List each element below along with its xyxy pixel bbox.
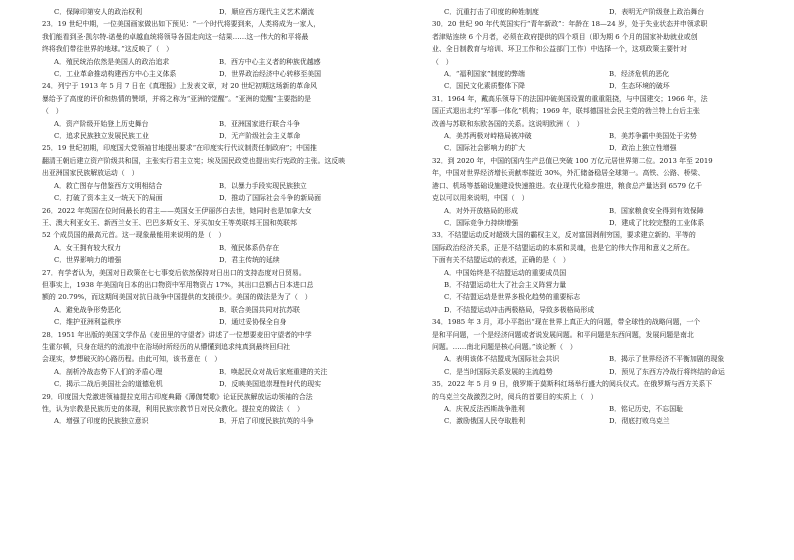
question-text-line: 翻清王朝后建立资产阶级共和国，主张实行君主立宪；埃及国民政党也提出实行宪政的主张。这反映 (42, 156, 346, 165)
question-text-line: 改善与苏联和东欧各国的关系。这说明欧洲（ ） (432, 119, 584, 128)
answer-option: B．国家粮食安全得到有效保障 (609, 206, 704, 215)
answer-option: A．避免战争形势恶化 (54, 305, 121, 314)
answer-option: B．不结盟运动壮大了社会主义阵营力量 (444, 280, 567, 289)
answer-options-row (42, 192, 397, 204)
answer-option: A．“福利国家”制度的弊端 (444, 70, 525, 79)
left-column (42, 6, 397, 428)
answer-option: C．打破了资本主义一统天下的局面 (54, 194, 163, 203)
answer-options-row (42, 415, 397, 427)
question-text-line: 52 个成员国的最高元首。这一现象最能用来说明的是（ ） (42, 231, 226, 240)
answer-option: C．国际社会影响力的扩大 (444, 144, 526, 153)
answer-option: A．庆祝反法西斯战争胜利 (444, 405, 525, 413)
answer-options-row (42, 130, 397, 142)
answer-option: C．不结盟运动是世界多极化趋势的重要标志 (444, 293, 581, 302)
answer-options-row (432, 403, 787, 415)
answer-option: B．经济危机的恶化 (609, 70, 670, 79)
question-text-line: 我们能看到圣·凯尔特-诺曼的卓越血统将领导各国走向这一结果……这一伟大的和平将最 (42, 32, 309, 41)
right-column (432, 6, 787, 428)
answer-option: C．激励俄国人民夺取胜利 (444, 417, 526, 426)
question-text-line: 25．19 世纪初期，印度国大党领袖甘地提出要求“在印度实行代议制责任制政府”；中国推 (42, 144, 317, 153)
question-text-line: 24．列宁于 1913 年 5 月 7 日在《真理报》上发表文章，对 20 世纪初期这场新的革命风 (42, 82, 317, 91)
answer-option: C．沉重打击了印度的种姓制度 (444, 8, 539, 16)
answer-option: D．反映美国追崇理性时代的现实 (219, 380, 321, 389)
answer-option: D．政治上独立性增强 (609, 144, 677, 153)
answer-option: D．通过妥协保全自身 (219, 318, 287, 327)
question-text-line: 生霍尔顿，只身在纽约的流浪中在浴场时所经历的从懵懂到追求纯真到最终回归社 (42, 342, 291, 351)
answer-options-row (42, 366, 397, 378)
answer-option: C．是当时国际关系发展的主流趋势 (444, 367, 553, 376)
answer-option: C．国民文化素质整体下降 (444, 82, 526, 91)
question-text-line: 下面有关不结盟运动的表述，正确的是（ ） (432, 256, 570, 265)
answer-option: B．殖民体系仍存在 (219, 243, 280, 252)
answer-option: D．表明无产阶级登上政治舞台 (609, 8, 705, 16)
answer-option: B．铭记历史，不忘国耻 (609, 405, 683, 413)
answer-options-row (42, 118, 397, 130)
answer-option: C．工业革命推动构建西方中心主义体系 (54, 70, 177, 79)
answer-option: A．美苏两极对峙格局被冲破 (444, 132, 532, 141)
answer-option: D．顺应西方现代主义艺术潮流 (219, 8, 315, 16)
answer-option: B．唤起民众对战后家庭重建的关注 (219, 367, 328, 376)
answer-options-row (42, 68, 397, 80)
question-text-line: 31．1964 年，戴高乐领导下的法国冲破美国设置的重重阻挠，与中国建交；1966 年，法 (432, 94, 708, 103)
answer-options-row (42, 180, 397, 192)
question-text-line: 的乌克兰交战激烈之时，阅兵的首要目的实质上（ ） (432, 392, 598, 401)
answer-option: C．维护亚洲利益秩序 (54, 318, 122, 327)
question-text-line: （ ） (432, 57, 453, 66)
answer-option: B．美苏争霸中美国处于劣势 (609, 132, 697, 141)
answer-options-row (432, 130, 787, 142)
answer-options-row (432, 353, 787, 365)
answer-option: B．西方中心主义者的种族优越感 (219, 57, 321, 66)
answer-options-row (42, 316, 397, 328)
question-text-line: 26．2022 年英国在位时间最长的君主——英国女王伊丽莎白去世，她同时也是加拿大女 (42, 206, 312, 215)
answer-option: D．预见了东西方冷战行将终结的命运 (609, 367, 725, 376)
answer-option: D．君主传统的延续 (219, 256, 280, 265)
answer-option: B．亚洲国家进行联合斗争 (219, 119, 300, 128)
question-text-line: 33．不结盟运动反对超级大国的霸权主义，反对富国剥削穷国，要求建立新的、平等的 (432, 231, 696, 240)
answer-options-row (432, 142, 787, 154)
question-text-line: 问题。……南北问题是核心问题。”该论断（ ） (432, 342, 577, 351)
question-text-line: 是和平问题，一个是经济问题或者说发展问题。和平问题是东西问题，发展问题是南北 (432, 330, 694, 339)
answer-option: D．世界政治经济中心转移至美国 (219, 70, 321, 79)
question-text-line: 国正式退出北约“军事一体化”机构；1969 年，联邦德国社会民主党的勃兰特上台后主张 (432, 107, 700, 116)
answer-option: D．无产阶级社会主义革命 (219, 132, 301, 141)
question-text-line: 出亚洲国家民族解放运动（ ） (42, 169, 139, 178)
answer-options-row (42, 304, 397, 316)
answer-option: A．女王拥有较大权力 (54, 243, 121, 252)
answer-options-row (432, 217, 787, 229)
answer-options-row (432, 68, 787, 80)
answer-option: C．揭示二战后美国社会的道德危机 (54, 380, 163, 389)
answer-option: D．彻底打败乌克兰 (609, 417, 670, 426)
answer-option: A．增强了印度的民族独立意识 (54, 417, 149, 426)
answer-option: B．开启了印度民族抗英的斗争 (219, 417, 314, 426)
question-text-line: 克以可以用来说明，中国（ ） (432, 194, 529, 203)
question-text-line: 29．印度国大党激进领袖提拉克用古印度典籍《薄伽梵歌》论证民族解放运动领袖的合法 (42, 392, 313, 401)
answer-options-row (42, 56, 397, 68)
answer-option: D．推动了国际社会斗争的新局面 (219, 194, 321, 203)
answer-option: C．世界影响力的增强 (54, 256, 122, 265)
answer-option: A．对外开放格局的形成 (444, 206, 518, 215)
answer-options-row (432, 80, 787, 92)
answer-option: A．剖析冷战态势下人们的矛盾心理 (54, 367, 163, 376)
question-text-line: （ ） (42, 107, 63, 116)
question-text-line: 35．2022 年 5 月 9 日，俄罗斯于莫斯科红场举行盛大的阅兵仪式。在俄罗斯与西方关系下 (432, 380, 713, 389)
question-text-line: 终将我们带往世界的地球。”这反映了（ ） (42, 45, 173, 54)
answer-option: D．建成了比较完整的工业体系 (609, 218, 705, 227)
question-text-line: 32．到 2020 年，中国的国内生产总值已突破 100 万亿元居世界第二位。2013 年至 2019 (432, 156, 713, 165)
answer-option: A．资产阶级开始登上历史舞台 (54, 119, 149, 128)
question-text-line: 会现实，梦想破灭的心路历程。由此可知，该书意在（ ） (42, 355, 222, 364)
answer-options-row (42, 378, 397, 390)
answer-option: C．国际竞争力持续增强 (444, 218, 519, 227)
answer-options-row (432, 415, 787, 427)
answer-option: C．保障印第安人的政治权利 (54, 8, 142, 16)
answer-options-row (432, 6, 787, 18)
answer-option: D．生态环境的破坏 (609, 82, 670, 91)
answer-option: B．揭示了世界经济不平衡加剧的现象 (609, 355, 725, 364)
question-text-line: 额的 20.79%，而这期间美国对抗日战争中国提供的支援很少。美国的做法是为了（ ） (42, 293, 312, 302)
question-text-line: 30．20 世纪 90 年代英国实行“青年新政”：年龄在 18—24 岁，处于失业状态并申领求职 (432, 20, 708, 29)
answer-options-row (432, 366, 787, 378)
answer-option: D．不结盟运动冲击两极格局，导致多极格局形成 (444, 305, 595, 314)
answer-options-row (42, 254, 397, 266)
answer-option: B．以暴力手段实现民族独立 (219, 181, 307, 190)
question-text-line: 王、澳大利亚女王、新西兰女王、巴巴多斯女王、牙买加女王等英联邦王国和英联邦 (42, 218, 297, 227)
question-text-line: 国际政治经济关系，正是不结盟运动的本质和灵魂，也是它的伟大作用和意义之所在。 (432, 243, 694, 252)
question-text-line: 但事实上，1938 年美国向日本的出口物资中军用物资占 17%，其出口总额占日本进口总 (42, 280, 314, 289)
answer-option: A．表明该体不结盟成为国际社会共识 (444, 355, 560, 364)
question-text-line: 年，中国对世界经济增长贡献率接近 30%，外汇储备稳居全球第一。高铁、公路、桥梁、 (432, 169, 705, 178)
answer-options-row (42, 242, 397, 254)
question-text-line: 性，认为宗教是民族历史的体现，利用民族宗教节日对民众教化。提拉克的做法（ ） (42, 405, 304, 413)
question-text-line: 27．有学者认为，美国对日政策在七七事变后依然保持对日出口的支持态度对日贸易。 (42, 268, 306, 277)
answer-options-row (432, 205, 787, 217)
question-text-line: 23．19 世纪中期，一位美国画家做出如下预见：“一个时代将要到来，人类将成为一家人， (42, 20, 321, 29)
question-text-line: 业、全日制教育与培训、环卫工作和公益部门工作）中选择一个，这项政策主要针对 (432, 45, 687, 54)
question-text-line: 者津贴连续 6 个月者，必须在政府提供的四个项目（即为期 6 个月的国家补助就业或创 (432, 32, 698, 41)
question-text-line: 34．1985 年 3 月，邓小平指出“现在世界上真正大的问题，带全球性的战略问题，一个 (432, 318, 701, 327)
answer-option: A．殖民统治依然是美国人的政治追求 (54, 57, 170, 66)
answer-option: A．中国始终是不结盟运动的重要成员国 (444, 268, 567, 277)
question-text-line: 28．1951 年出版的美国文学作品《麦田里的守望者》讲述了一位想要麦田守望者的中学 (42, 330, 312, 339)
answer-options-row (42, 6, 397, 18)
question-text-line: 港口、机场等基础设施建设快速推进。农业现代化稳步推进，粮食总产量达到 6579 亿千 (432, 181, 702, 190)
answer-option: A．救亡图存与借鉴西方文明相结合 (54, 181, 163, 190)
answer-option: B．联合美国共同对抗苏联 (219, 305, 300, 314)
question-text-line: 暴给予了高度的评价和热情的赞颂，并将之称为“亚洲的觉醒”。“亚洲的觉醒”主要指的是 (42, 94, 312, 103)
answer-option: C．追求民族独立发展民族工业 (54, 132, 149, 141)
